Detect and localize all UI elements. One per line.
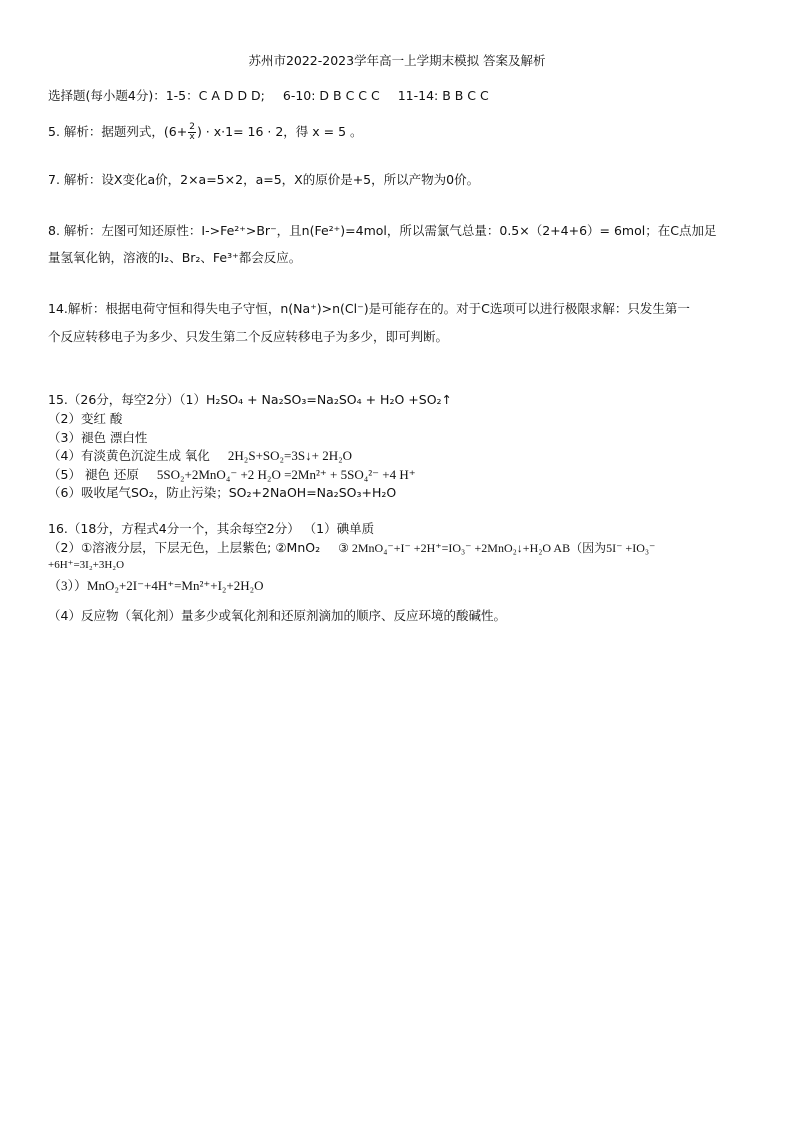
choice-answers-line <box>48 87 489 104</box>
q5-suffix: ) · x·1= 16 · 2，得 x = 5 。 <box>196 124 363 139</box>
q15-part5 <box>48 466 416 483</box>
q16-part2-equation: ③ 2MnO₄⁻+I⁻ +2H⁺=IO₃⁻ +2MnO₂↓+H₂O AB（因为5I⁻ +IO₃⁻ <box>338 541 656 555</box>
q15-part5-answers: （5） 褪色 还原 <box>48 467 139 482</box>
q5-fraction-denominator: x <box>189 132 195 142</box>
q15-part4 <box>48 447 352 464</box>
q16-part2 <box>48 539 655 557</box>
q7-explanation: 7. 解析：设X变化a价，2×a=5×2，a=5，X的原价是+5，所以产物为0价。 <box>48 172 480 187</box>
q8-explanation-line2: 量氢氧化钠，溶液的I₂、Br₂、Fe³⁺都会反应。 <box>48 250 302 265</box>
q15-header: 15.（26分，每空2分）（1）H₂SO₄ + Na₂SO₃=Na₂SO₄ + H₂O +SO₂↑ <box>48 392 453 407</box>
q8-explanation-line1: 8. 解析：左图可知还原性：I->Fe²⁺>Br⁻，且n(Fe²⁺)=4mol，所以需氯气总量：0.5×（2+4+6）= 6mol；在C点加足 <box>48 223 717 238</box>
choice-answers-1-5: 选择题(每小题4分)：1-5：C A D D D; <box>48 88 265 103</box>
q5-explanation <box>48 123 363 142</box>
q16-header: 16.（18分，方程式4分一个，其余每空2分） （1）碘单质 <box>48 521 375 536</box>
q15-part3: （3）褪色 漂白性 <box>48 430 148 445</box>
q15-part5-equation: 5SO₂+2MnO₄⁻ +2 H₂O =2Mn²⁺ + 5SO₄²⁻ +4 H⁺ <box>156 467 416 482</box>
q14-explanation-line2: 个反应转移电子为多少、只发生第二个反应转移电子为多少，即可判断。 <box>48 329 449 344</box>
q15-part4-equation: 2H₂S+SO₂=3S↓+ 2H₂O <box>227 448 353 463</box>
q5-prefix: 5. 解析：据题列式，(6+ <box>48 124 188 139</box>
q15-part4-answers: （4）有淡黄色沉淀生成 氧化 <box>48 448 210 463</box>
choice-answers-6-10: 6-10: D B C C C <box>282 88 380 103</box>
q15-part2: （2）变红 酸 <box>48 411 123 426</box>
q16-part2-continuation: +6H⁺=3I₂+3H₂O <box>48 559 125 571</box>
q16-part4: （4）反应物（氧化剂）量多少或氧化剂和还原剂滴加的顺序、反应环境的酸碱性。 <box>48 608 506 623</box>
q14-explanation-line1: 14.解析：根据电荷守恒和得失电子守恒，n(Na⁺)>n(Cl⁻)是可能存在的。对于C选项可以进行极限求解：只发生第一 <box>48 301 690 316</box>
q5-fraction <box>188 123 196 142</box>
q16-part3: （3））MnO₂+2I⁻+4H⁺=Mn²⁺+I₂+2H₂O <box>48 578 264 593</box>
q5-fraction-numerator: 2 <box>189 122 195 132</box>
q16-part2-observations: （2）①溶液分层，下层无色，上层紫色; ②MnO₂ <box>48 540 321 555</box>
page-title: 苏州市2022-2023学年高一上学期末模拟 答案及解析 <box>248 53 546 68</box>
choice-answers-11-14: 11-14: B B C C <box>397 88 489 103</box>
q15-part6: （6）吸收尾气SO₂，防止污染；SO₂+2NaOH=Na₂SO₃+H₂O <box>48 485 397 500</box>
